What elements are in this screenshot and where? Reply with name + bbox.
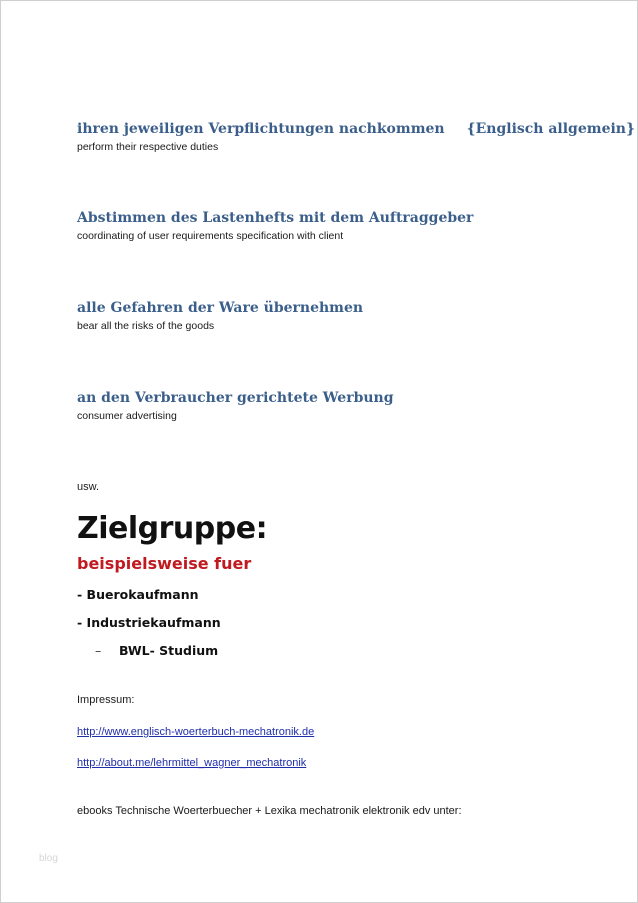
target-group-heading: Zielgruppe:	[77, 511, 268, 546]
watermark-text: blog	[39, 853, 58, 864]
english-translation: bear all the risks of the goods	[77, 320, 215, 332]
english-translation: coordinating of user requirements specification with client	[77, 230, 344, 242]
target-group-item: - Buerokaufmann	[77, 587, 199, 602]
target-group-item	[95, 643, 218, 658]
glossary-entry	[77, 299, 597, 333]
glossary-entry	[77, 209, 597, 243]
glossary-entry	[77, 389, 597, 423]
glossary-entry	[77, 120, 635, 154]
imprint-label: Impressum:	[77, 694, 135, 706]
english-translation: consumer advertising	[77, 410, 177, 422]
german-term: Abstimmen des Lastenhefts mit dem Auftraggeber	[77, 210, 474, 226]
german-term: an den Verbraucher gerichtete Werbung	[77, 390, 394, 406]
target-group-item-text: BWL- Studium	[119, 643, 219, 658]
about-me-link[interactable]: http://about.me/lehrmittel_wagner_mechatronik	[77, 757, 307, 769]
ebooks-text: ebooks Technische Woerterbuecher + Lexika mechatronik elektronik edv unter:	[77, 805, 462, 817]
target-group-subheading: beispielsweise fuer	[77, 554, 252, 573]
etc-text: usw.	[77, 481, 100, 493]
list-dash-marker: –	[95, 643, 102, 658]
german-term-text: ihren jeweiligen Verpflichtungen nachkommen	[77, 121, 445, 137]
target-group-item: - Industriekaufmann	[77, 615, 221, 630]
german-term: alle Gefahren der Ware übernehmen	[77, 300, 364, 316]
category-note: {Englisch allgemein}	[466, 121, 635, 137]
website-link[interactable]: http://www.englisch-woerterbuch-mechatronik.de	[77, 726, 315, 738]
german-term	[77, 120, 635, 138]
english-translation: perform their respective duties	[77, 141, 219, 153]
